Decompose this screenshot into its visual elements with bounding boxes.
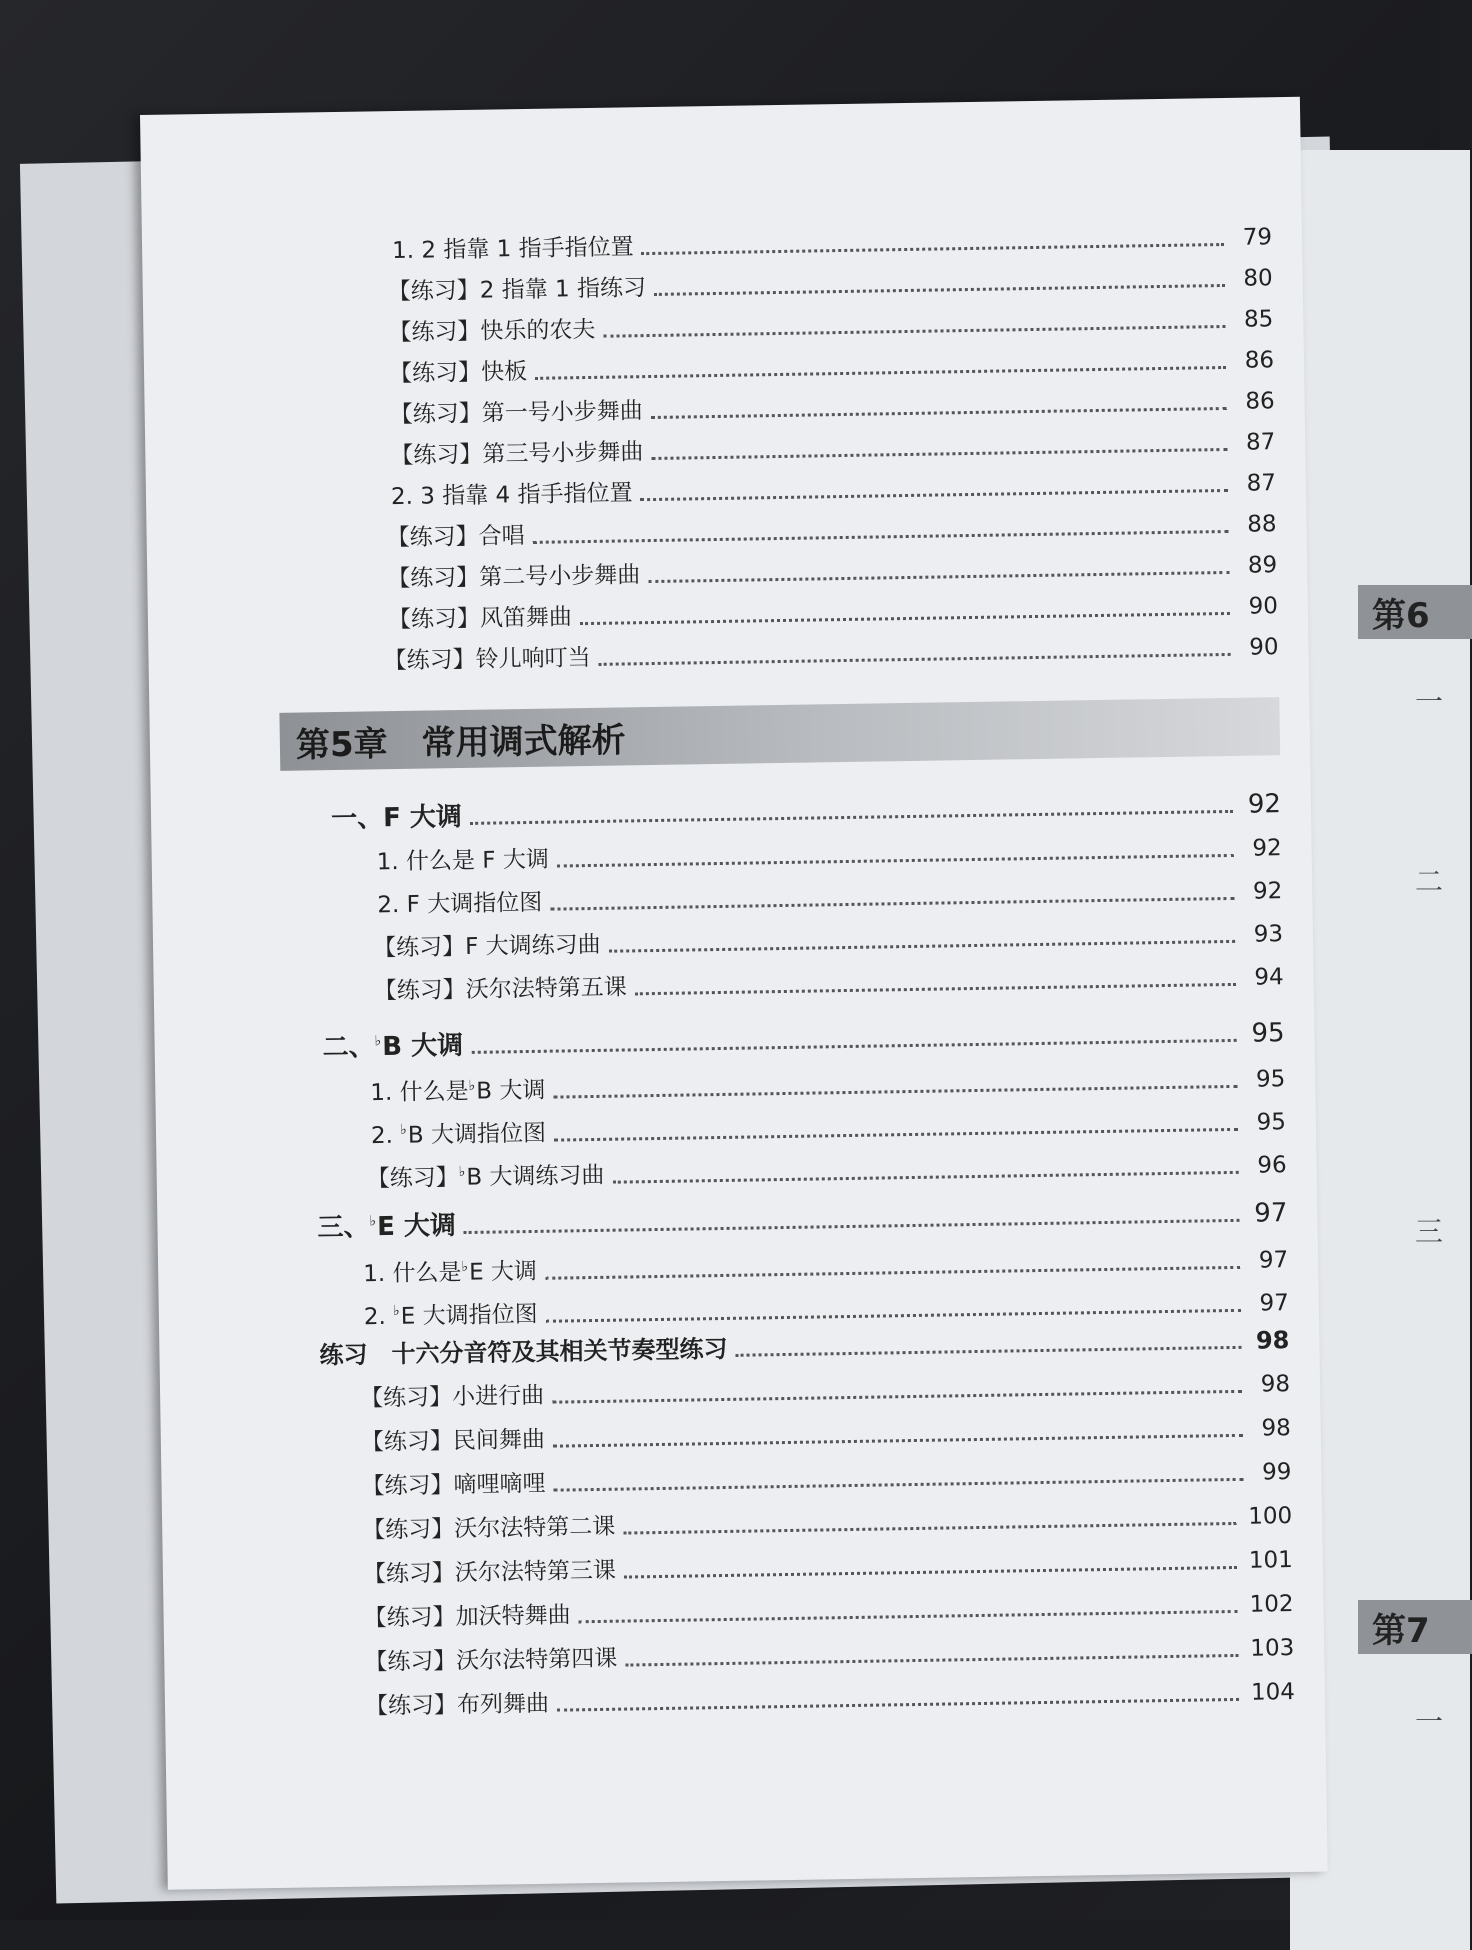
toc-page-number: 88 <box>1247 511 1277 538</box>
toc-entry[interactable] <box>388 591 1278 635</box>
toc-page-number: 100 <box>1248 1503 1293 1530</box>
right-page-mark: 一 <box>1415 685 1444 718</box>
leader-dots <box>580 612 1230 625</box>
toc-page-number: 98 <box>1260 1371 1291 1398</box>
leader-dots <box>535 366 1226 380</box>
toc-page-number: 99 <box>1261 1459 1292 1486</box>
toc-page-number: 89 <box>1247 552 1278 579</box>
leader-dots <box>557 854 1234 868</box>
toc-entry-label: 【练习】民间舞曲 <box>360 1426 546 1456</box>
leader-dots <box>545 1266 1240 1280</box>
toc-section-label: 三、♭E 大调 <box>317 1210 457 1244</box>
toc-entry[interactable] <box>387 550 1277 594</box>
flat-sign: ♭ <box>458 1164 466 1181</box>
toc-entry-label: 【练习】♭B 大调练习曲 <box>366 1162 605 1193</box>
toc-entry-label: 1. 什么是 F 大调 <box>376 846 550 876</box>
chapter-title: 第5章 常用调式解析 <box>295 719 626 766</box>
toc-entry[interactable] <box>374 962 1284 1006</box>
toc-page-number: 80 <box>1243 265 1273 292</box>
toc-page-number: 101 <box>1248 1547 1294 1574</box>
toc-entry[interactable] <box>390 386 1275 430</box>
toc-page-number: 87 <box>1246 470 1277 497</box>
leader-dots <box>623 1522 1236 1535</box>
leader-dots <box>648 571 1229 583</box>
toc-entry[interactable] <box>389 345 1274 389</box>
toc-entry-label: 【练习】沃尔法特第三课 <box>362 1557 617 1588</box>
flat-sign: ♭ <box>461 1258 469 1276</box>
toc-entry[interactable] <box>373 919 1283 963</box>
toc-page-number: 95 <box>1255 1065 1286 1093</box>
leader-dots <box>553 1085 1237 1099</box>
toc-page-number: 98 <box>1261 1415 1291 1442</box>
toc-entry[interactable] <box>377 876 1282 920</box>
toc-entry[interactable] <box>371 1101 1286 1151</box>
leader-dots <box>550 897 1234 911</box>
toc-entry[interactable] <box>370 1058 1285 1108</box>
leader-dots <box>553 1434 1243 1448</box>
toc-page-number: 92 <box>1252 878 1283 905</box>
toc-page-number: 87 <box>1245 429 1276 456</box>
toc-page-number: 92 <box>1247 789 1282 820</box>
toc-page-number: 86 <box>1244 347 1275 374</box>
toc-entry-label: 【练习】第二号小步舞曲 <box>387 562 641 593</box>
toc-entry-label: 1. 什么是♭E 大调 <box>363 1258 538 1288</box>
toc-entry-label: 【练习】快乐的农夫 <box>388 316 596 347</box>
flat-sign: ♭ <box>392 1303 400 1320</box>
leader-dots <box>471 1039 1236 1054</box>
leader-dots <box>464 1219 1239 1234</box>
leader-dots <box>736 1346 1242 1357</box>
toc-entry[interactable] <box>361 1457 1291 1502</box>
toc-page-number: 97 <box>1259 1289 1290 1317</box>
flat-sign: ♭ <box>468 1077 476 1094</box>
toc-entry[interactable] <box>390 427 1275 471</box>
toc-page-number: 102 <box>1249 1591 1294 1618</box>
toc-section-label: 一、F 大调 <box>330 802 463 835</box>
flat-sign: ♭ <box>369 1213 377 1230</box>
toc-entry-label: 【练习】小进行曲 <box>359 1382 545 1412</box>
toc-section[interactable] <box>317 1192 1287 1243</box>
toc-entry-label: 2. ♭E 大调指位图 <box>363 1301 538 1331</box>
toc-entry[interactable] <box>360 1369 1290 1414</box>
toc-entry-label: 【练习】加沃特舞曲 <box>363 1602 571 1632</box>
leader-dots <box>651 448 1227 460</box>
toc-page-number: 97 <box>1258 1246 1289 1274</box>
leader-dots <box>533 530 1229 544</box>
toc-entry-label: 2. 3 指靠 4 指手指位置 <box>390 480 633 511</box>
toc-entry-label: 【练习】合唱 <box>386 523 525 552</box>
leader-dots <box>651 407 1227 419</box>
toc-entry-label: 【练习】第一号小步舞曲 <box>389 398 643 429</box>
toc-page-number: 95 <box>1256 1108 1287 1136</box>
toc-entry[interactable] <box>365 1677 1295 1722</box>
right-chapter-tab-6: 第6 <box>1358 585 1472 639</box>
toc-page <box>140 97 1328 1890</box>
toc-entry-label: 【练习】2 指靠 1 指练习 <box>387 275 647 306</box>
leader-dots <box>624 1566 1237 1579</box>
leader-dots <box>546 1309 1241 1323</box>
toc-entry-label: 【练习】沃尔法特第二课 <box>362 1513 616 1544</box>
toc-entry[interactable] <box>383 632 1278 676</box>
toc-entry[interactable] <box>364 1633 1294 1678</box>
toc-page-number: 104 <box>1250 1679 1296 1706</box>
toc-entry[interactable] <box>361 1413 1291 1458</box>
toc-entry[interactable] <box>392 222 1272 266</box>
toc-entry-label: 【练习】风笛舞曲 <box>387 604 573 634</box>
toc-entry-label: 【练习】铃儿响叮当 <box>383 644 591 675</box>
right-page-mark: 一 <box>1415 1705 1444 1738</box>
toc-entry[interactable] <box>366 1144 1286 1194</box>
toc-section-label: 练习 十六分音符及其相关节奏型练习 <box>319 1334 728 1370</box>
toc-entry-label: 1. 2 指靠 1 指手指位置 <box>391 234 634 265</box>
toc-page-number: 92 <box>1252 835 1282 862</box>
toc-page-number: 96 <box>1257 1151 1287 1179</box>
toc-page-number: 85 <box>1243 306 1274 333</box>
toc-section[interactable] <box>322 1012 1284 1063</box>
toc-entry[interactable] <box>363 1239 1288 1289</box>
toc-page-number: 103 <box>1250 1635 1295 1662</box>
leader-dots <box>625 1654 1238 1667</box>
leader-dots <box>470 810 1233 825</box>
table-of-contents <box>140 97 1328 1890</box>
toc-entry[interactable] <box>391 468 1276 512</box>
toc-entry-label: 1. 什么是♭B 大调 <box>370 1077 546 1107</box>
leader-dots <box>579 1610 1238 1623</box>
toc-entry-label: 【练习】沃尔法特第五课 <box>373 974 627 1005</box>
toc-page-number: 98 <box>1255 1326 1290 1355</box>
toc-page-number: 90 <box>1249 634 1279 661</box>
toc-entry[interactable] <box>362 1501 1292 1546</box>
right-chapter-tab-7: 第7 <box>1358 1600 1472 1654</box>
toc-entry-label: 2. F 大调指位图 <box>377 889 543 919</box>
leader-dots <box>554 1128 1238 1142</box>
leader-dots <box>609 940 1235 953</box>
toc-entry-label: 【练习】沃尔法特第四课 <box>364 1645 618 1676</box>
leader-dots <box>554 1478 1244 1492</box>
right-page-mark: 二 <box>1415 865 1444 898</box>
toc-entry[interactable] <box>363 1545 1293 1590</box>
toc-page-number: 95 <box>1251 1017 1285 1049</box>
flat-sign: ♭ <box>374 1033 382 1050</box>
toc-page-number: 93 <box>1253 921 1284 948</box>
leader-dots <box>654 284 1225 296</box>
toc-entry[interactable] <box>364 1282 1289 1332</box>
toc-entry[interactable] <box>377 833 1282 877</box>
toc-page-number: 94 <box>1254 964 1284 991</box>
flat-sign: ♭ <box>400 1121 407 1139</box>
leader-dots <box>557 1698 1239 1712</box>
toc-entry-label: 2. ♭B 大调指位图 <box>370 1120 547 1150</box>
leader-dots <box>635 983 1236 995</box>
toc-entry[interactable] <box>388 304 1273 348</box>
leader-dots <box>599 653 1231 666</box>
toc-entry-label: 【练习】快板 <box>388 358 528 388</box>
toc-entry[interactable] <box>386 509 1276 553</box>
toc-page-number: 79 <box>1242 224 1273 251</box>
toc-entry-label: 【练习】嘀哩嘀哩 <box>361 1470 546 1500</box>
chapter-heading-bar[interactable] <box>279 697 1280 771</box>
toc-entry[interactable] <box>388 263 1273 307</box>
right-page-mark: 三 <box>1415 1215 1444 1248</box>
toc-page-number: 86 <box>1245 388 1275 415</box>
leader-dots <box>642 243 1225 255</box>
leader-dots <box>604 325 1226 338</box>
leader-dots <box>612 1171 1238 1184</box>
toc-page-number: 90 <box>1248 593 1279 620</box>
toc-section-label: 二、♭B 大调 <box>322 1030 464 1063</box>
toc-entry-label: 【练习】F 大调练习曲 <box>372 931 601 962</box>
toc-entry-label: 【练习】布列舞曲 <box>364 1690 550 1720</box>
toc-entry[interactable] <box>363 1589 1293 1634</box>
leader-dots <box>552 1390 1242 1404</box>
leader-dots <box>641 489 1229 501</box>
toc-page-number: 97 <box>1254 1197 1288 1229</box>
toc-practice-group[interactable] <box>319 1325 1289 1370</box>
toc-entry-label: 【练习】第三号小步舞曲 <box>390 439 644 470</box>
toc-section[interactable] <box>331 789 1281 834</box>
